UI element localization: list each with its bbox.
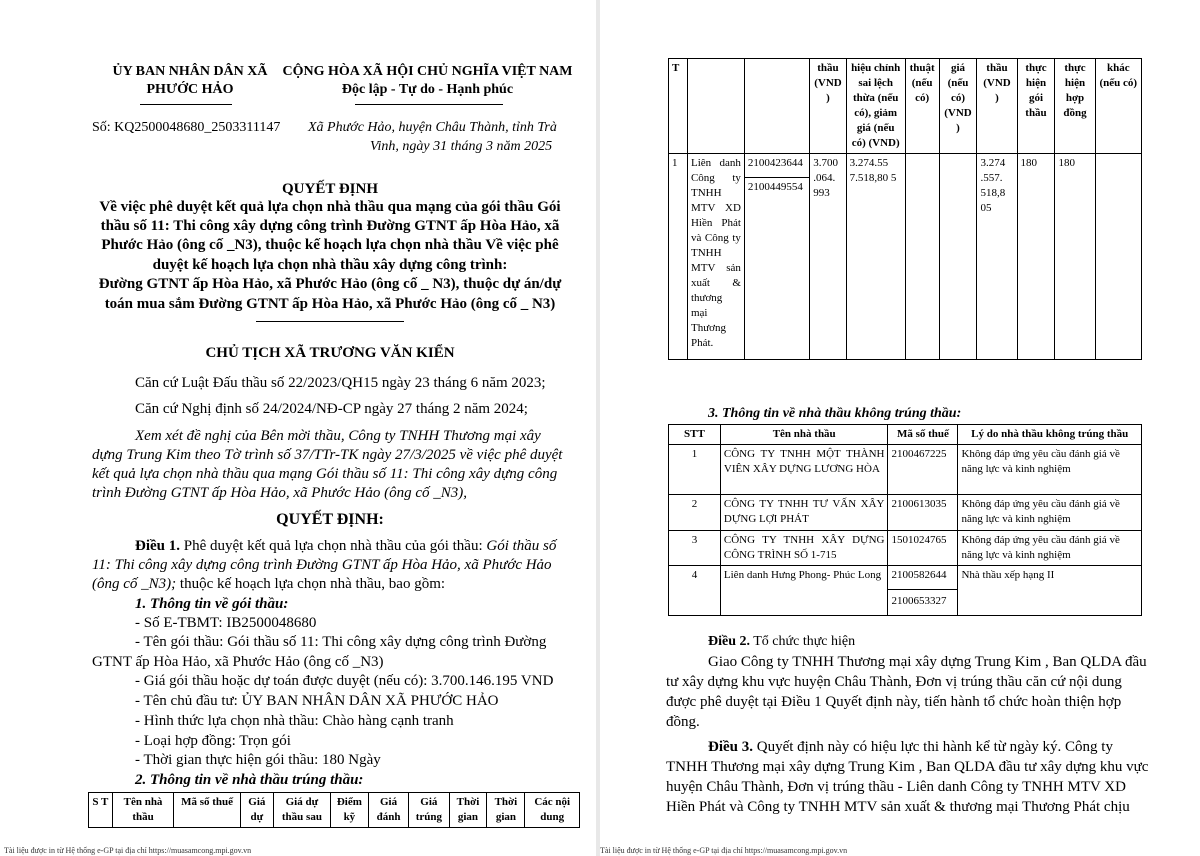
col-win: Giá trúng bbox=[409, 793, 449, 828]
winner-table-continued bbox=[668, 58, 1142, 360]
decision-title: QUYẾT ĐỊNH bbox=[282, 181, 378, 197]
article1-package-tail: (ông cố _N3); bbox=[92, 576, 177, 592]
loser-name: CÔNG TY TNHH XÂY DỰNG CÔNG TRÌNH SỐ 1-715 bbox=[720, 531, 888, 566]
national-motto: Độc lập - Tự do - Hạnh phúc bbox=[341, 82, 514, 97]
sec1-title: 1. Thông tin về gói thầu: bbox=[135, 596, 289, 612]
col-bid: Giá dự bbox=[240, 793, 273, 828]
cont-col-win: thầu (VND ) bbox=[977, 59, 1017, 154]
winner-winning-price: 3.274 .557. 518,8 05 bbox=[977, 154, 1017, 360]
loser-reason: Không đáp ứng yêu cầu đánh giá về năng lực và kinh nghiệm bbox=[958, 445, 1142, 495]
loser-name: CÔNG TY TNHH TƯ VẤN XÂY DỰNG LỢI PHÁT bbox=[720, 495, 888, 531]
cont-col-stt: T bbox=[669, 59, 688, 154]
decide-heading: QUYẾT ĐỊNH: bbox=[276, 511, 384, 528]
col-other: Các nội dung bbox=[525, 793, 580, 828]
article3-label: Điều 3. bbox=[708, 739, 753, 755]
loser-tax: 1501024765 bbox=[888, 531, 958, 566]
article1-line-3 bbox=[92, 575, 445, 594]
cont-col-adjusted: hiệu chỉnh sai lệch thừa (nếu có), giảm giá (nếu có) (VND) bbox=[846, 59, 905, 154]
article1-tail: thuộc kế hoạch lựa chọn nhà thầu, bao gồm: bbox=[176, 576, 446, 592]
table-row bbox=[669, 531, 1142, 566]
winner-name: Liên danh Công ty TNHH MTV XD Hiền Phát và Công ty TNHH MTV sản xuất & thương mại Thương Phát. bbox=[687, 154, 744, 360]
winner-time-pkg: 180 bbox=[1017, 154, 1055, 360]
loser-reason: Không đáp ứng yêu cầu đánh giá về năng lực và kinh nghiệm bbox=[958, 531, 1142, 566]
sec1-item-4: - Tên chủ đầu tư: ỦY BAN NHÂN DÂN XÃ PHƯỚC HẢO bbox=[135, 693, 499, 709]
article2-line-1: Giao Công ty TNHH Thương mại xây dựng Trung Kim , Ban QLDA đầu bbox=[708, 654, 1147, 670]
table-row bbox=[669, 566, 1142, 616]
article2-line-2: tư xây dựng khu vực huyện Châu Thành, Đơn vị trúng thầu căn cứ nội dung bbox=[666, 674, 1122, 690]
article3-text: Quyết định này có hiệu lực thi hành kể từ ngày ký. Công ty bbox=[753, 739, 1113, 755]
winner-adjusted-price: 3.274.55 7.518,80 5 bbox=[846, 154, 905, 360]
winner-tech-score bbox=[905, 154, 939, 360]
col-stt: S T bbox=[89, 793, 113, 828]
loser-name: CÔNG TY TNHH MỘT THÀNH VIÊN XÂY DỰNG LƯƠNG HÒA bbox=[720, 445, 888, 495]
subject-line-5: Đường GTNT ấp Hòa Hảo, xã Phước Hảo (ông cố _ N3), thuộc dự án/dự bbox=[98, 276, 562, 292]
right-footer: Tài liệu được in từ Hệ thống e-GP tại địa chỉ https://muasamcong.mpi.gov.vn bbox=[600, 846, 848, 855]
left-page bbox=[0, 0, 596, 856]
col-name: Tên nhà thầu bbox=[112, 793, 174, 828]
loser-tax: 2100582644 bbox=[888, 566, 957, 590]
winner-other bbox=[1095, 154, 1141, 360]
article1-line-2: 11: Thi công xây dựng công trình Đường GTNT ấp Hòa Hảo, xã Phước Hảo bbox=[92, 557, 552, 573]
sec1-item-6: - Loại hợp đồng: Trọn gói bbox=[135, 733, 291, 749]
doc-number: Số: KQ2500048680_2503311147 bbox=[92, 120, 281, 135]
winner-tax-1: 2100423644 bbox=[745, 154, 809, 178]
article2-heading bbox=[708, 632, 855, 651]
consider-line-3: kết quả lựa chọn nhà thầu qua mạng Gói thầu số 11: Thi công xây dựng công bbox=[92, 466, 558, 482]
motto-underline bbox=[355, 104, 503, 105]
loser-col-tax: Mã số thuế bbox=[888, 425, 958, 445]
article3-line-3: huyện Châu Thành, Đơn vị trúng thầu - Liên danh Công ty TNHH MTV XD bbox=[666, 779, 1126, 795]
authority: CHỦ TỊCH XÃ TRƯƠNG VĂN KIỂN bbox=[205, 345, 455, 361]
article2-line-4: đồng. bbox=[666, 714, 700, 730]
consider-line-2: dựng Trung Kim theo Tờ trình số 37/TTr-TK ngày 27/3/2025 về việc phê duyệt bbox=[92, 447, 563, 463]
article3-line-2: TNHH Thương mại xây dựng Trung Kim , Ban QLDA đầu tư xây dựng khu vực bbox=[666, 759, 1149, 775]
col-tax: Mã số thuế bbox=[174, 793, 240, 828]
loser-reason: Không đáp ứng yêu cầu đánh giá về năng lực và kinh nghiệm bbox=[958, 495, 1142, 531]
table-row bbox=[669, 445, 1142, 495]
article2-label: Điều 2. bbox=[708, 634, 750, 649]
sec1-item-2-cont: GTNT ấp Hòa Hảo, xã Phước Hảo (ông cố _N3) bbox=[92, 654, 384, 670]
left-footer: Tài liệu được in từ Hệ thống e-GP tại địa chỉ https://muasamcong.mpi.gov.vn bbox=[4, 846, 252, 855]
sec1-item-3: - Giá gói thầu hoặc dự toán được duyệt (nếu có): 3.700.146.195 VND bbox=[135, 673, 554, 689]
col-eval: Giá đánh bbox=[368, 793, 408, 828]
winner-stt: 1 bbox=[669, 154, 688, 360]
article2-line-3: được phê duyệt tại Điều 1 Quyết định này, tiến hành tổ chức hoàn thiện hợp bbox=[666, 694, 1122, 710]
cont-col-eval: giá (nếu có) (VND ) bbox=[939, 59, 977, 154]
loser-table bbox=[668, 424, 1142, 616]
issuer-line-2: PHƯỚC HẢO bbox=[146, 82, 234, 97]
winner-row bbox=[669, 154, 1142, 360]
article1-first-line bbox=[135, 537, 556, 556]
issuer-underline bbox=[140, 104, 232, 105]
loser-col-reason: Lý do nhà thầu không trúng thầu bbox=[958, 425, 1142, 445]
loser-stt: 4 bbox=[669, 566, 721, 616]
sec3-title: 3. Thông tin về nhà thầu không trúng thầu: bbox=[708, 406, 962, 421]
cont-col-tax bbox=[744, 59, 809, 154]
winner-tax-2: 2100449554 bbox=[747, 181, 803, 193]
cont-col-time-contract: thực hiện hợp đồng bbox=[1055, 59, 1095, 154]
subject-line-3: Phước Hảo (ông cố _N3), thuộc kế hoạch lựa chọn nhà thầu Về việc phê bbox=[101, 237, 559, 253]
subject-line-1: Về việc phê duyệt kết quả lựa chọn nhà thầu qua mạng của gói thầu Gói bbox=[99, 199, 561, 215]
winner-time-contract: 180 bbox=[1055, 154, 1095, 360]
sec1-item-1: - Số E-TBMT: IB2500048680 bbox=[135, 615, 317, 631]
col-time-pkg: Thời gian bbox=[449, 793, 487, 828]
subject-underline bbox=[256, 321, 404, 322]
loser-col-name: Tên nhà thầu bbox=[720, 425, 888, 445]
consider-line-4: trình Đường GTNT ấp Hòa Hảo, xã Phước Hảo (ông cố _N3), bbox=[92, 485, 468, 501]
winner-tax-cell bbox=[744, 154, 809, 360]
article1-text: Phê duyệt kết quả lựa chọn nhà thầu của gói thầu: bbox=[180, 538, 487, 554]
right-page bbox=[600, 0, 1200, 856]
article1-label: Điều 1. bbox=[135, 538, 180, 554]
article3-first-line bbox=[708, 738, 1113, 757]
loser-name: Liên danh Hưng Phong- Phúc Long bbox=[720, 566, 888, 616]
cont-col-name bbox=[687, 59, 744, 154]
winner-bid-price: 3.700 .064. 993 bbox=[810, 154, 846, 360]
national-title: CỘNG HÒA XÃ HỘI CHỦ NGHĨA VIỆT NAM bbox=[282, 64, 573, 79]
col-time-contract: Thời gian bbox=[487, 793, 525, 828]
article1-italic: Gói thầu số bbox=[486, 538, 557, 554]
cont-col-other: khác (nếu có) bbox=[1095, 59, 1141, 154]
consider-line-1: Xem xét đề nghị của Bên mời thầu, Công ty TNHH Thương mại xây bbox=[135, 428, 541, 444]
col-bid-after: Giá dự thầu sau bbox=[273, 793, 330, 828]
loser-col-stt: STT bbox=[669, 425, 721, 445]
loser-tax: 2100613035 bbox=[888, 495, 958, 531]
basis-1: Căn cứ Luật Đấu thầu số 22/2023/QH15 ngày 23 tháng 6 năm 2023; bbox=[135, 375, 546, 391]
place-date-line-2: Vinh, ngày 31 tháng 3 năm 2025 bbox=[370, 139, 553, 154]
sec1-item-5: - Hình thức lựa chọn nhà thầu: Chào hàng cạnh tranh bbox=[135, 713, 454, 729]
subject-line-2: thầu số 11: Thi công xây dựng công trình Đường GTNT ấp Hòa Hảo, xã bbox=[100, 218, 560, 234]
issuer-line-1: ỦY BAN NHÂN DÂN XÃ bbox=[112, 64, 268, 79]
col-tech: Điểm kỹ bbox=[330, 793, 368, 828]
article3-line-4: Hiền Phát và Công ty TNHH MTV sản xuất & thương mại Thương Phát chịu bbox=[666, 799, 1130, 815]
loser-tax: 2100467225 bbox=[888, 445, 958, 495]
loser-tax-2: 2100653327 bbox=[891, 595, 947, 607]
cont-col-time-pkg: thực hiện gói thầu bbox=[1017, 59, 1055, 154]
subject-line-6: toán mua sắm Đường GTNT ấp Hòa Hảo, xã Phước Hảo (ông cố _ N3) bbox=[104, 296, 556, 312]
subject-line-4: duyệt kế hoạch lựa chọn nhà thầu xây dựng công trình: bbox=[152, 257, 508, 273]
loser-stt: 2 bbox=[669, 495, 721, 531]
cont-col-bid: thầu (VND ) bbox=[810, 59, 846, 154]
sec1-item-7: - Thời gian thực hiện gói thầu: 180 Ngày bbox=[135, 752, 381, 768]
winner-eval-price bbox=[939, 154, 977, 360]
cont-col-tech: thuật (nếu có) bbox=[905, 59, 939, 154]
loser-reason: Nhà thầu xếp hạng II bbox=[958, 566, 1142, 616]
loser-stt: 1 bbox=[669, 445, 721, 495]
winner-table-header bbox=[88, 792, 580, 828]
loser-tax-cell bbox=[888, 566, 958, 616]
table-row bbox=[669, 495, 1142, 531]
basis-2: Căn cứ Nghị định số 24/2024/NĐ-CP ngày 27 tháng 2 năm 2024; bbox=[135, 401, 528, 417]
place-date-line-1: Xã Phước Hảo, huyện Châu Thành, tỉnh Trà bbox=[308, 120, 557, 135]
sec1-item-2: - Tên gói thầu: Gói thầu số 11: Thi công xây dựng công trình Đường bbox=[135, 634, 547, 650]
article2-text: Tổ chức thực hiện bbox=[750, 634, 856, 649]
sec2-title: 2. Thông tin về nhà thầu trúng thầu: bbox=[135, 772, 364, 788]
loser-stt: 3 bbox=[669, 531, 721, 566]
